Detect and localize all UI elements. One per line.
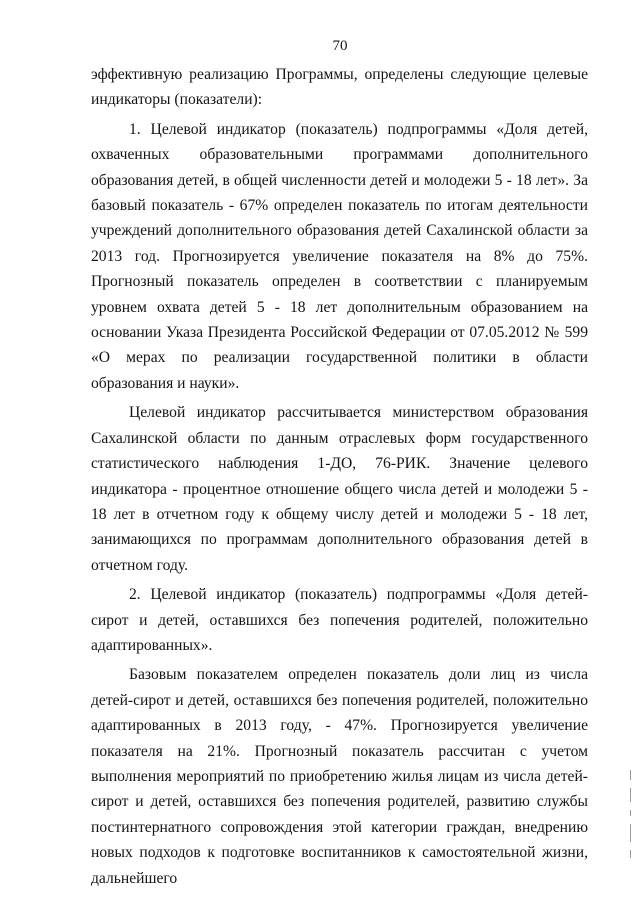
- paragraph-indicator-2-baseline: Базовым показателем определен показатель доли лиц из числа детей-сирот и детей, оставшихся без попечения родителей, положительно адаптированных в 2013 году, - 47%. Прогнозируется увеличение показателя на 21%. Прогнозный показатель рассчитан с учетом выполнения мероприятий по приобретению жилья лицам из числа детей-сирот и детей, оставшихся без попечения родителей, развитию службы постинтернатного сопровождения этой категории граждан, внедрению новых подходов к подготовке воспитанников к самостоятельной жизни, дальнейшего: [91, 666, 588, 887]
- paragraph-indicator-1-calculation: Целевой индикатор рассчитывается министерством образования Сахалинской области по данным отраслевых форм государственного статистического наблюдения 1-ДО, 76-РИК. Значение целевого индикатора - процентное отношение общего числа детей и молодежи 5 - 18 лет в отчетном году к общему числу детей и молодежи 5 - 18 лет, занимающихся по программам дополнительного образования детей в отчетном году.: [91, 404, 588, 574]
- paragraph-indicator-2: 2. Целевой индикатор (показатель) подпрограммы «Доля детей-сирот и детей, оставшихся без попечения родителей, положительно адаптированных».: [91, 586, 588, 654]
- page-number: 70: [332, 38, 348, 54]
- document-body: [91, 62, 588, 891]
- scan-edge-marks: [630, 770, 634, 880]
- paragraph-continuation: эффективную реализацию Программы, определены следующие целевые индикаторы (показатели):: [91, 66, 588, 109]
- paragraph-indicator-1: 1. Целевой индикатор (показатель) подпрограммы «Доля детей, охваченных образовательными программами дополнительного образования детей, в общей численности детей и молодежи 5 - 18 лет». За базовый показатель - 67% определен показатель по итогам деятельности учреждений дополнительного образования детей Сахалинской области за 2013 год. Прогнозируется увеличение показателя на 8% до 75%. Прогнозный показатель определен в соответствии с планируемым уровнем охвата детей 5 - 18 лет дополнительным образованием на основании Указа Президента Российской Федерации от 07.05.2012 № 599 «О мерах по реализации государственной политики в области образования и науки».: [91, 120, 588, 392]
